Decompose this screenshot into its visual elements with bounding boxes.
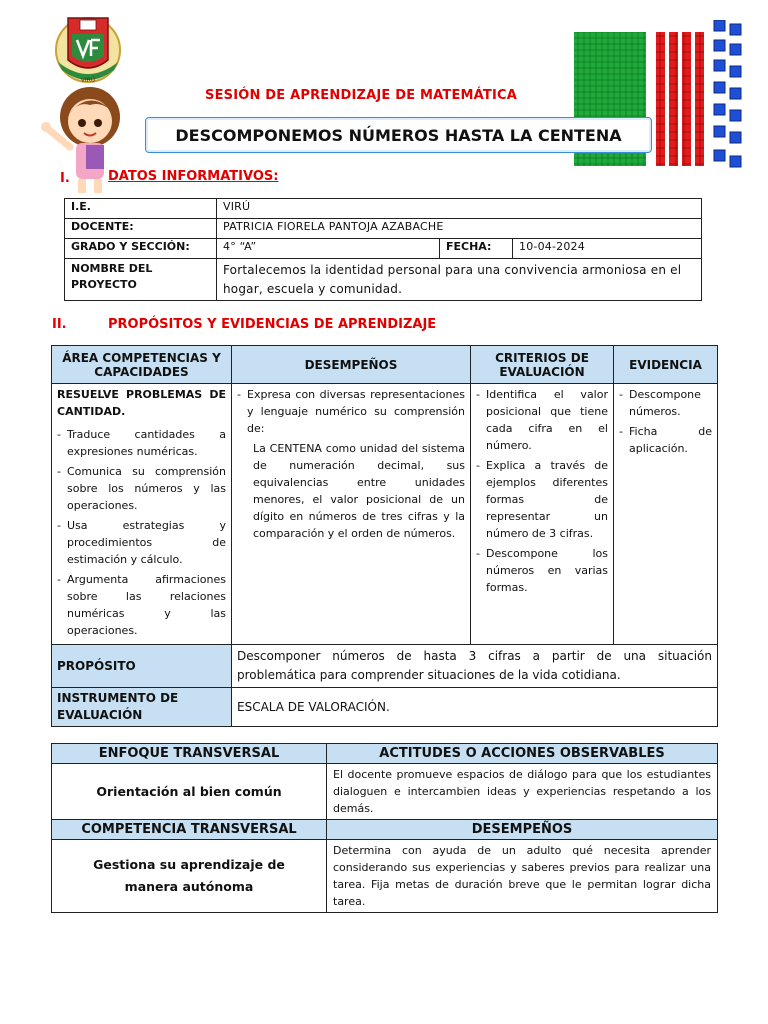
desempeno-detail: La CENTENA como unidad del sistema de numeración decimal, sus equivalencias entre unidades menores, el valor posicional de un dígito en números de tres cifras y la comparación y el orden de números. [253, 442, 465, 540]
list-item: - Traduce cantidades a expresiones numéricas. [57, 426, 226, 460]
header-desempenos: DESEMPEÑOS [232, 346, 471, 384]
table-row [65, 199, 702, 219]
desempenos-list [237, 386, 465, 437]
list-item: - Argumenta afirmaciones sobre las relaciones numéricas y las operaciones. [57, 571, 226, 639]
header-criterios: CRITERIOS DE EVALUACIÓN [471, 346, 614, 384]
instrumento-value: ESCALA DE VALORACIÓN. [232, 688, 718, 727]
header-actitudes: ACTITUDES O ACCIONES OBSERVABLES [327, 744, 718, 764]
base-ten-blocks-illustration [572, 20, 752, 184]
list-item: - Expresa con diversas representaciones y lenguaje numérico su comprensión de: [237, 386, 465, 437]
header-desempenos-transversal: DESEMPEÑOS [327, 820, 718, 840]
criterios-cell [471, 384, 614, 645]
table-row [65, 219, 702, 239]
table-row [52, 764, 718, 820]
instrumento-label: INSTRUMENTO DE EVALUACIÓN [52, 688, 232, 727]
datos-informativos-table [64, 198, 702, 301]
competencia-label: RESUELVE PROBLEMAS DE CANTIDAD. [57, 388, 226, 418]
proyecto-label: NOMBRE DEL PROYECTO [65, 259, 217, 301]
table-row [65, 239, 702, 259]
table-row [52, 645, 718, 688]
list-item: - Descompone los números en varias formas. [476, 545, 608, 596]
desempeno-value: Determina con ayuda de un adulto qué necesita aprender considerando sus experiencias y saberes previos para realizar una tarea. Fija metas de duración breve que le permitan lograr dicha tarea. [327, 840, 718, 913]
criterios-list [476, 386, 608, 596]
capacidades-list [57, 426, 226, 639]
table-row [65, 259, 702, 301]
list-item: - Descompone números. [619, 386, 712, 420]
table-row [52, 840, 718, 913]
svg-text:VIRÚ: VIRÚ [80, 77, 96, 84]
propositos-table [51, 345, 718, 727]
evidencias-list [619, 386, 712, 457]
table-header-row [52, 744, 718, 764]
grado-label: GRADO Y SECCIÓN: [65, 239, 217, 259]
header-evidencia: EVIDENCIA [614, 346, 718, 384]
table-row [52, 384, 718, 645]
competencia-value: Gestiona su aprendizaje de manera autónoma [52, 840, 327, 913]
evidencia-cell [614, 384, 718, 645]
list-item: - Comunica su comprensión sobre los números y las operaciones. [57, 463, 226, 514]
section1-heading: DATOS INFORMATIVOS: [108, 169, 279, 184]
header-competencia: COMPETENCIA TRANSVERSAL [52, 820, 327, 840]
list-item: - Ficha de aplicación. [619, 423, 712, 457]
list-item: - Explica a través de ejemplos diferentes formas de representar un número de 3 cifras. [476, 457, 608, 542]
header-enfoque: ENFOQUE TRANSVERSAL [52, 744, 327, 764]
fecha-value: 10-04-2024 [513, 239, 702, 259]
ie-value: VIRÚ [217, 199, 702, 219]
desempenos-cell [232, 384, 471, 645]
section2-number: II. [52, 317, 67, 332]
grado-value: 4° “A” [217, 239, 440, 259]
table-row [52, 688, 718, 727]
proposito-label: PROPÓSITO [52, 645, 232, 688]
enfoque-value: Orientación al bien común [52, 764, 327, 820]
proyecto-value: Fortalecemos la identidad personal para una convivencia armoniosa en el hogar, escuela y comunidad. [217, 259, 702, 301]
area-cell [52, 384, 232, 645]
section1-number: I. [60, 171, 70, 186]
table-header-row [52, 346, 718, 384]
section2-heading: PROPÓSITOS Y EVIDENCIAS DE APRENDIZAJE [108, 317, 437, 332]
school-logo [50, 12, 126, 88]
ie-label: I.E. [65, 199, 217, 219]
actitud-value: El docente promueve espacios de diálogo para que los estudiantes dialoguen e intercambien ideas y experiencias respetando a los demás. [327, 764, 718, 820]
proposito-value: Descomponer números de hasta 3 cifras a partir de una situación problemática para comprender situaciones de la vida cotidiana. [232, 645, 718, 688]
transversal-table [51, 743, 718, 913]
header-area: ÁREA COMPETENCIAS Y CAPACIDADES [52, 346, 232, 384]
docente-value: PATRICIA FIORELA PANTOJA AZABACHE [217, 219, 702, 239]
session-title: SESIÓN DE APRENDIZAJE DE MATEMÁTICA [205, 88, 518, 103]
docente-label: DOCENTE: [65, 219, 217, 239]
main-title: DESCOMPONEMOS NÚMEROS HASTA LA CENTENA [145, 117, 652, 153]
table-header-row [52, 820, 718, 840]
fecha-label: FECHA: [440, 239, 513, 259]
list-item: - Usa estrategias y procedimientos de estimación y cálculo. [57, 517, 226, 568]
list-item: - Identifica el valor posicional que tiene cada cifra en el número. [476, 386, 608, 454]
